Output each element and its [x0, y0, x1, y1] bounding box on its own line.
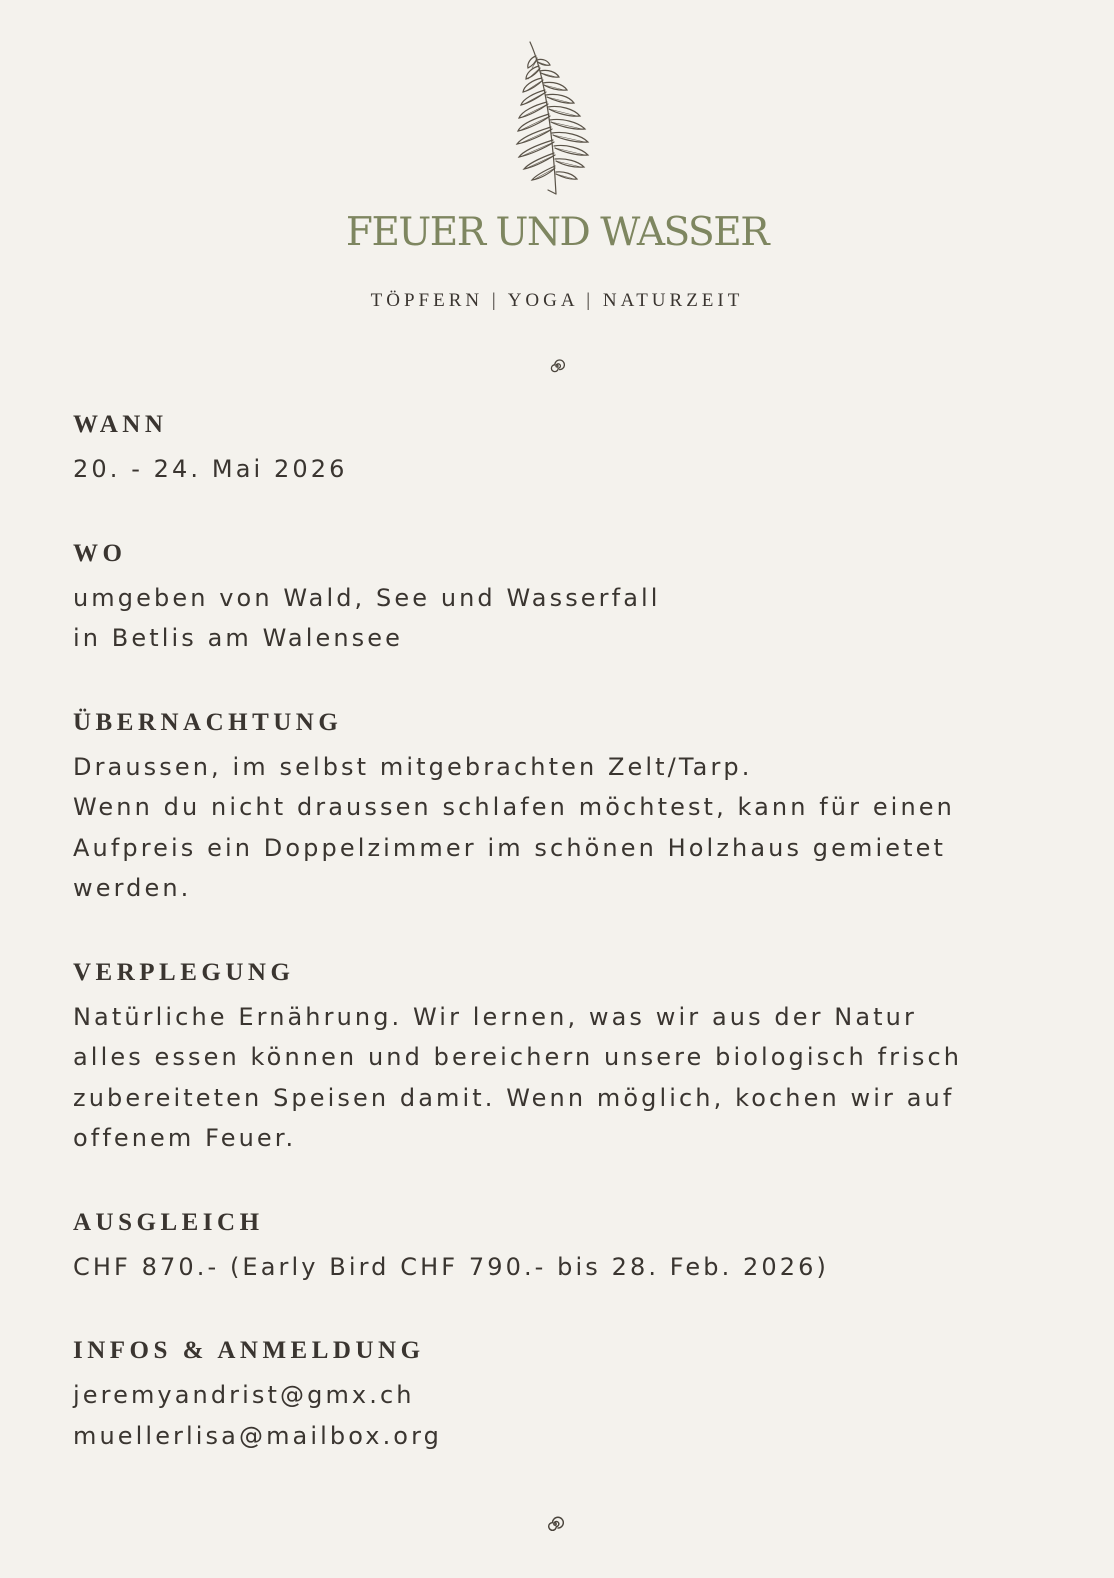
section-verplegung: [73, 953, 1033, 1159]
section-heading: WANN: [73, 411, 168, 438]
email-link-lisa[interactable]: muellerlisa@mailbox.org: [73, 1421, 442, 1450]
body-line: alles essen können und bereichern unsere biologisch frisch: [73, 1043, 963, 1071]
body-line: CHF 870.- (Early Bird CHF 790.- bis 28. Feb. 2026): [73, 1252, 829, 1281]
body-line: umgeben von Wald, See und Wasserfall: [73, 583, 661, 612]
body-line: Wenn du nicht draussen schlafen möchtest, kann für einen: [73, 793, 955, 821]
section-heading: VERPLEGUNG: [73, 958, 295, 986]
spiral-icon: [549, 358, 565, 374]
body-line: offenem Feuer.: [73, 1124, 297, 1152]
section-body: [73, 1375, 1033, 1456]
section-wo: [73, 534, 1033, 659]
body-line: Natürliche Ernährung. Wir lernen, was wir aus der Natur: [73, 1002, 917, 1031]
section-infos-anmeldung: [73, 1331, 1033, 1456]
section-body: [73, 997, 1033, 1159]
fern-leaf-icon: [510, 38, 596, 198]
section-heading: ÜBERNACHTUNG: [73, 708, 343, 736]
section-ausgleich: [73, 1203, 1033, 1288]
page-subtitle: TÖPFERN | YOGA | NATURZEIT: [370, 290, 744, 311]
body-line: Draussen, im selbst mitgebrachten Zelt/Tarp.: [73, 752, 753, 781]
body-line: Aufpreis ein Doppelzimmer im schönen Holzhaus gemietet: [73, 833, 946, 862]
body-line: zubereiteten Speisen damit. Wenn möglich, kochen wir auf: [73, 1083, 955, 1112]
body-line: in Betlis am Walensee: [73, 624, 404, 652]
body-line: 20. - 24. Mai 2026: [73, 455, 348, 483]
section-heading: WO: [73, 539, 127, 567]
section-wann: [73, 405, 1033, 490]
email-link-jeremy[interactable]: jeremyandrist@gmx.ch: [73, 1381, 415, 1409]
section-body: [73, 578, 1033, 659]
section-body: [73, 747, 1033, 909]
section-heading: AUSGLEICH: [73, 1208, 264, 1236]
event-details: [73, 405, 1033, 1456]
section-body: [73, 1247, 1033, 1288]
section-body: [73, 449, 1033, 490]
section-uebernachtung: [73, 703, 1033, 909]
section-heading: INFOS & ANMELDUNG: [73, 1337, 425, 1364]
page-title: FEUER UND WASSER: [345, 210, 769, 255]
body-line: werden.: [73, 874, 192, 902]
spiral-icon: [546, 1515, 564, 1533]
